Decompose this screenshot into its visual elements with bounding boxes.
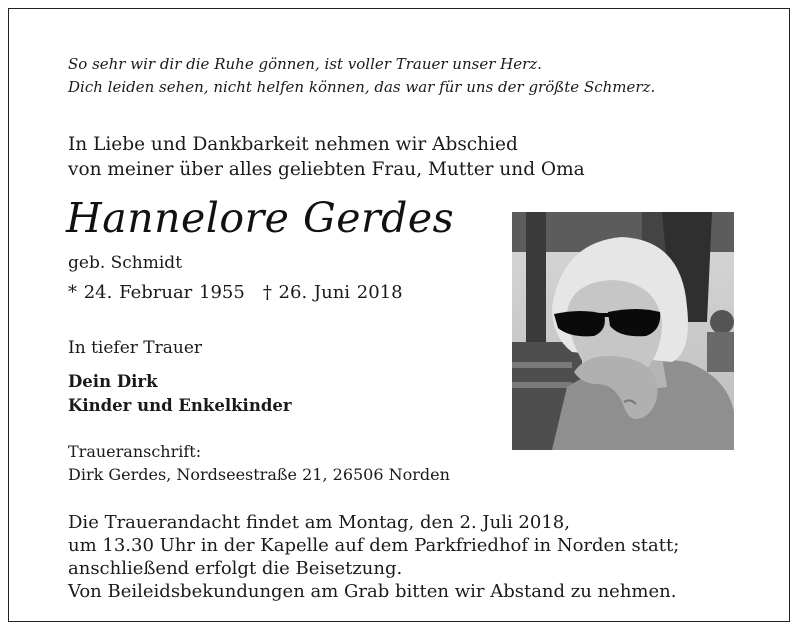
notice-line-1: Die Trauerandacht findet am Montag, den 2. Juli 2018, xyxy=(68,512,570,533)
mourner-line-1: Dein Dirk xyxy=(68,372,158,391)
notice-line-3: anschließend erfolgt die Beisetzung. xyxy=(68,558,403,579)
mourner-line-2: Kinder und Enkelkinder xyxy=(68,396,292,415)
death-date: † 26. Juni 2018 xyxy=(262,282,403,303)
motto-line-2: Dich leiden sehen, nicht helfen können, das war für uns der größte Schmerz. xyxy=(68,78,656,96)
address-value: Dirk Gerdes, Nordseestraße 21, 26506 Norden xyxy=(68,465,450,484)
intro-line-2: von meiner über alles geliebten Frau, Mutter und Oma xyxy=(68,159,585,180)
deceased-name: Hannelore Gerdes xyxy=(66,194,455,242)
portrait-photo xyxy=(512,212,734,450)
birth-name: geb. Schmidt xyxy=(68,253,183,273)
motto-line-1: So sehr wir dir die Ruhe gönnen, ist voller Trauer unser Herz. xyxy=(68,55,542,73)
intro-line-1: In Liebe und Dankbarkeit nehmen wir Abschied xyxy=(68,134,518,155)
address-label: Traueranschrift: xyxy=(68,442,202,461)
notice-line-2: um 13.30 Uhr in der Kapelle auf dem Parkfriedhof in Norden statt; xyxy=(68,535,680,556)
birth-date: * 24. Februar 1955 xyxy=(68,282,245,303)
mourners-heading: In tiefer Trauer xyxy=(68,338,203,358)
notice-line-4: Von Beileidsbekundungen am Grab bitten wir Abstand zu nehmen. xyxy=(68,581,677,602)
life-dates xyxy=(68,282,403,303)
